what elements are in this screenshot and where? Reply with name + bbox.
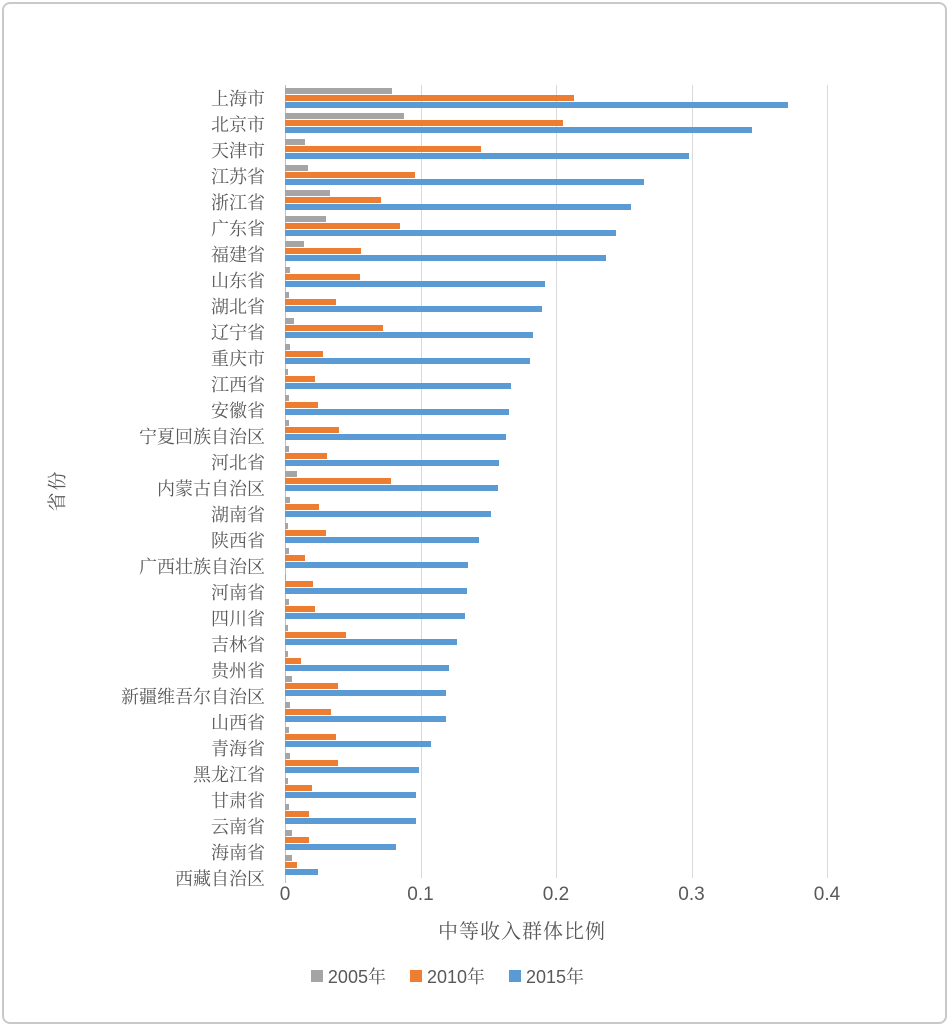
category-label: 宁夏回族自治区 (139, 427, 265, 447)
bar-2010 (285, 658, 301, 664)
bar-2010 (285, 478, 391, 484)
category-label: 吉林省 (211, 635, 265, 655)
bar-2005 (285, 855, 292, 861)
bar-2005 (285, 318, 294, 324)
bar-2005 (285, 395, 289, 401)
category-label: 山东省 (211, 271, 265, 291)
category-label: 湖北省 (211, 297, 265, 317)
x-tick-label: 0 (279, 884, 291, 905)
category-label: 江西省 (211, 375, 265, 395)
bar-2005 (285, 88, 392, 94)
bar-2010 (285, 197, 381, 203)
category-label: 新疆维吾尔自治区 (121, 687, 265, 707)
category-label: 天津市 (211, 141, 265, 161)
bar-2010 (285, 402, 318, 408)
table-row (285, 597, 827, 623)
table-row (285, 315, 827, 341)
bar-2010 (285, 223, 400, 229)
table-row (285, 213, 827, 239)
table-row (285, 545, 827, 571)
bar-2015 (285, 537, 479, 543)
bar-2010 (285, 632, 346, 638)
table-row (285, 366, 827, 392)
bar-2005 (285, 446, 289, 452)
table-row (285, 418, 827, 444)
bar-2005 (285, 676, 292, 682)
table-row (285, 494, 827, 520)
bar-2015 (285, 434, 506, 440)
bar-2005 (285, 625, 288, 631)
legend-label: 2010年 (426, 967, 486, 987)
bar-2015 (285, 511, 491, 517)
bar-2010 (285, 120, 563, 126)
bar-2005 (285, 778, 288, 784)
table-row (285, 776, 827, 802)
bar-2010 (285, 453, 327, 459)
bar-rows (285, 85, 827, 878)
table-row (285, 290, 827, 316)
bar-2015 (285, 281, 545, 287)
bar-2010 (285, 811, 309, 817)
category-label: 河北省 (211, 453, 265, 473)
bar-2005 (285, 190, 330, 196)
table-row (285, 85, 827, 111)
bar-2005 (285, 753, 290, 759)
bar-2010 (285, 581, 313, 587)
gridline (827, 85, 828, 878)
category-label: 浙江省 (211, 193, 265, 213)
bar-2005 (285, 139, 305, 145)
bar-2015 (285, 818, 416, 824)
bar-2010 (285, 734, 336, 740)
legend-swatch-icon (311, 970, 323, 982)
bar-2015 (285, 153, 689, 159)
bar-2015 (285, 460, 499, 466)
bar-2015 (285, 485, 498, 491)
bar-2005 (285, 113, 404, 119)
bar-2005 (285, 548, 289, 554)
bar-2015 (285, 127, 752, 133)
table-row (285, 648, 827, 674)
table-row (285, 443, 827, 469)
bar-2015 (285, 102, 788, 108)
bar-2005 (285, 241, 304, 247)
bar-2015 (285, 690, 446, 696)
legend-swatch-icon (509, 970, 521, 982)
category-label: 陕西省 (211, 531, 265, 551)
bar-2010 (285, 504, 319, 510)
category-label: 北京市 (211, 115, 265, 135)
bar-2005 (285, 369, 288, 375)
bar-2010 (285, 172, 415, 178)
bar-2015 (285, 255, 606, 261)
y-axis-title: 省份 (47, 469, 69, 512)
table-row (285, 827, 827, 853)
category-label: 安徽省 (211, 401, 265, 421)
bar-2010 (285, 248, 361, 254)
category-labels-column (0, 85, 274, 889)
bar-2010 (285, 299, 336, 305)
bar-2005 (285, 702, 290, 708)
bar-2010 (285, 274, 360, 280)
category-label: 四川省 (211, 609, 265, 629)
legend-label: 2015年 (526, 967, 585, 987)
bar-2010 (285, 709, 331, 715)
bar-2015 (285, 358, 530, 364)
bar-2005 (285, 497, 290, 503)
category-label: 福建省 (211, 245, 265, 265)
bar-2010 (285, 427, 339, 433)
bar-2015 (285, 639, 457, 645)
table-row (285, 622, 827, 648)
table-row (285, 392, 827, 418)
bar-2010 (285, 683, 338, 689)
legend-item (410, 963, 485, 989)
bar-2010 (285, 95, 574, 101)
bar-2010 (285, 325, 383, 331)
table-row (285, 111, 827, 137)
legend-swatch-icon (410, 970, 422, 982)
table-row (285, 341, 827, 367)
category-label: 广西壮族自治区 (139, 557, 265, 577)
bar-2005 (285, 804, 289, 810)
category-label: 湖南省 (211, 505, 265, 525)
bar-2005 (285, 216, 326, 222)
bar-2010 (285, 760, 338, 766)
bar-2015 (285, 613, 465, 619)
category-label: 云南省 (211, 817, 265, 837)
legend-item (509, 963, 584, 989)
legend-item (311, 963, 386, 989)
x-tick-label: 0.2 (542, 884, 570, 905)
category-label: 河南省 (211, 583, 265, 603)
category-label: 西藏自治区 (175, 869, 265, 889)
table-row (285, 264, 827, 290)
bar-2010 (285, 606, 315, 612)
bar-2015 (285, 230, 616, 236)
category-label: 山西省 (211, 713, 265, 733)
x-tick-label: 0.4 (813, 884, 841, 905)
category-label: 甘肃省 (211, 791, 265, 811)
bar-2015 (285, 716, 446, 722)
bar-2015 (285, 741, 431, 747)
category-label: 内蒙古自治区 (157, 479, 265, 499)
bar-2015 (285, 409, 509, 415)
bar-2015 (285, 179, 644, 185)
bar-2010 (285, 785, 312, 791)
bar-2010 (285, 376, 315, 382)
bar-2005 (285, 165, 308, 171)
table-row (285, 801, 827, 827)
table-row (285, 136, 827, 162)
bar-2010 (285, 351, 323, 357)
plot-area (285, 85, 827, 878)
bar-2005 (285, 292, 289, 298)
bar-2015 (285, 844, 396, 850)
table-row (285, 699, 827, 725)
category-label: 辽宁省 (211, 323, 265, 343)
x-axis-title: 中等收入群体比例 (438, 921, 606, 943)
bar-2010 (285, 837, 309, 843)
bar-2015 (285, 588, 467, 594)
category-label: 广东省 (211, 219, 265, 239)
bar-2005 (285, 344, 290, 350)
bar-2015 (285, 792, 416, 798)
bar-2005 (285, 420, 289, 426)
bar-2010 (285, 555, 305, 561)
bar-2005 (285, 267, 290, 273)
table-row (285, 238, 827, 264)
category-label: 重庆市 (211, 349, 265, 369)
bar-2015 (285, 383, 511, 389)
bar-2010 (285, 862, 297, 868)
bar-2015 (285, 562, 468, 568)
bar-2005 (285, 830, 292, 836)
table-row (285, 162, 827, 188)
bar-2015 (285, 204, 631, 210)
bar-2010 (285, 530, 326, 536)
bar-2015 (285, 306, 542, 312)
table-row (285, 187, 827, 213)
x-axis-tick-labels (279, 884, 841, 908)
bar-2005 (285, 574, 286, 580)
bar-2005 (285, 471, 297, 477)
category-label: 贵州省 (211, 661, 265, 681)
category-label: 青海省 (211, 739, 265, 759)
table-row (285, 673, 827, 699)
table-row (285, 520, 827, 546)
table-row (285, 469, 827, 495)
chart-legend (0, 963, 921, 989)
bar-2015 (285, 665, 449, 671)
bar-2005 (285, 727, 289, 733)
table-row (285, 724, 827, 750)
table-row (285, 852, 827, 878)
bar-2005 (285, 651, 288, 657)
bar-2015 (285, 332, 533, 338)
legend-label: 2005年 (327, 967, 386, 987)
category-label: 黑龙江省 (193, 765, 265, 785)
bar-2015 (285, 767, 419, 773)
bar-2005 (285, 599, 289, 605)
bar-2010 (285, 146, 481, 152)
category-label: 江苏省 (211, 167, 265, 187)
category-label: 上海市 (211, 89, 265, 109)
bar-2005 (285, 523, 288, 529)
bar-2015 (285, 869, 318, 875)
x-tick-label: 0.3 (678, 884, 705, 905)
table-row (285, 750, 827, 776)
table-row (285, 571, 827, 597)
category-label: 海南省 (211, 843, 265, 863)
x-tick-label: 0.1 (407, 884, 434, 905)
